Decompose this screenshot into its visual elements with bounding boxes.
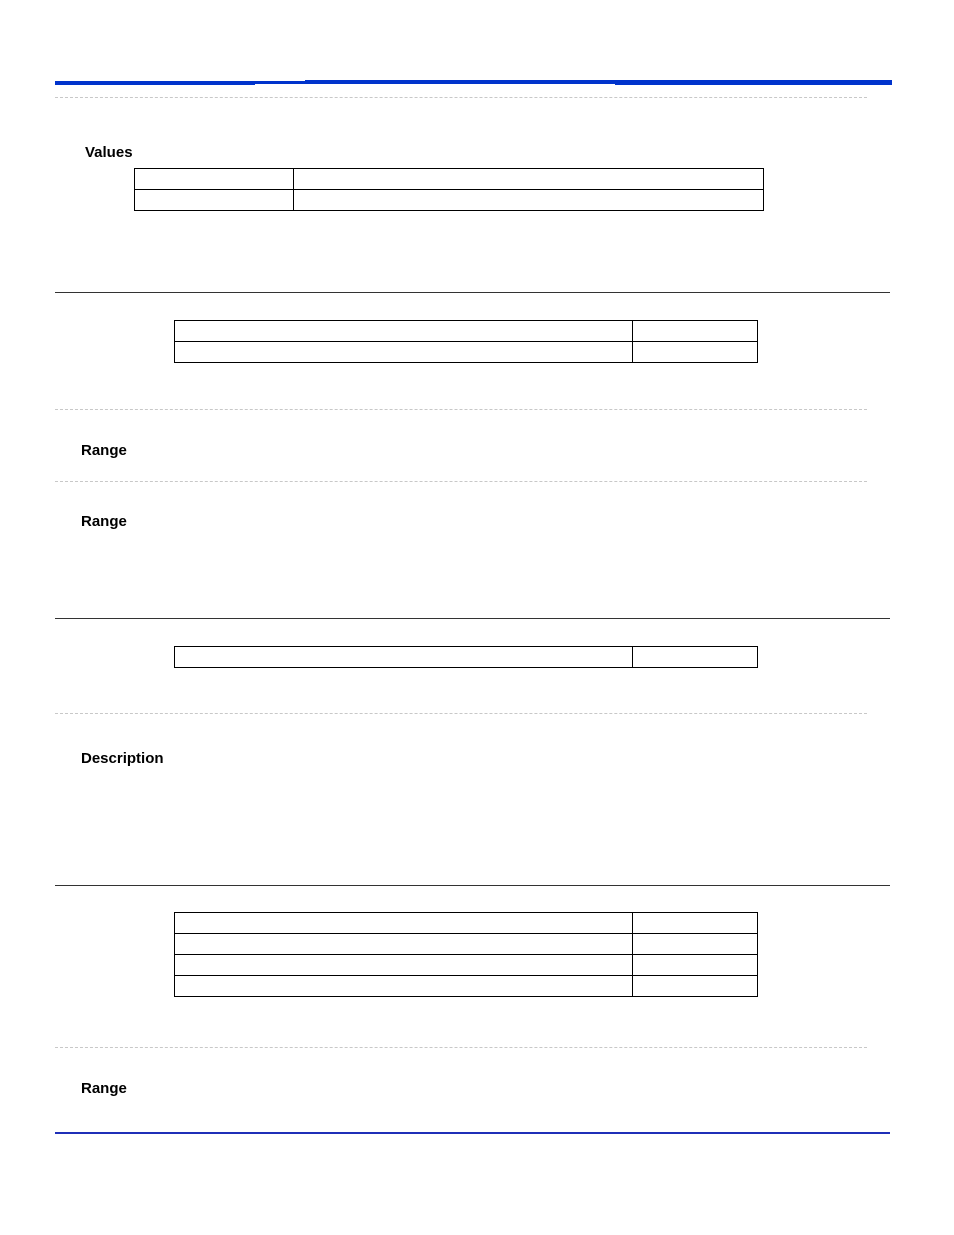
table-cell	[175, 647, 633, 668]
range-heading: Range	[81, 442, 127, 459]
table-row	[175, 647, 758, 668]
table-row	[135, 169, 764, 190]
table-cell	[633, 321, 758, 342]
table-row	[175, 913, 758, 934]
dashed-divider	[55, 481, 867, 482]
table-cell	[175, 321, 633, 342]
values-heading: Values	[85, 144, 133, 161]
parameter-table	[174, 646, 758, 668]
dashed-divider	[55, 409, 867, 410]
dashed-divider	[55, 1047, 867, 1048]
parameter-table	[174, 912, 758, 997]
table-row	[175, 955, 758, 976]
table-cell	[175, 342, 633, 363]
description-heading: Description	[81, 750, 164, 767]
table-row	[175, 934, 758, 955]
table-cell	[633, 342, 758, 363]
section-divider	[55, 885, 890, 886]
range-heading: Range	[81, 1080, 127, 1097]
parameter-table	[174, 320, 758, 363]
footer-rule	[55, 1132, 890, 1134]
table-cell	[294, 190, 764, 211]
table-row	[135, 190, 764, 211]
section-divider	[55, 618, 890, 619]
table-cell	[633, 976, 758, 997]
table-cell	[633, 913, 758, 934]
table-cell	[633, 647, 758, 668]
table-row	[175, 321, 758, 342]
table-row	[175, 342, 758, 363]
table-cell	[175, 976, 633, 997]
table-cell	[135, 169, 294, 190]
table-cell	[175, 955, 633, 976]
table-cell	[175, 913, 633, 934]
header-bar	[55, 80, 892, 85]
dashed-divider	[55, 97, 867, 98]
table-cell	[633, 934, 758, 955]
table-cell	[135, 190, 294, 211]
dashed-divider	[55, 713, 867, 714]
table-cell	[294, 169, 764, 190]
values-table	[134, 168, 764, 211]
table-row	[175, 976, 758, 997]
table-cell	[633, 955, 758, 976]
table-cell	[175, 934, 633, 955]
section-divider	[55, 292, 890, 293]
range-heading: Range	[81, 513, 127, 530]
